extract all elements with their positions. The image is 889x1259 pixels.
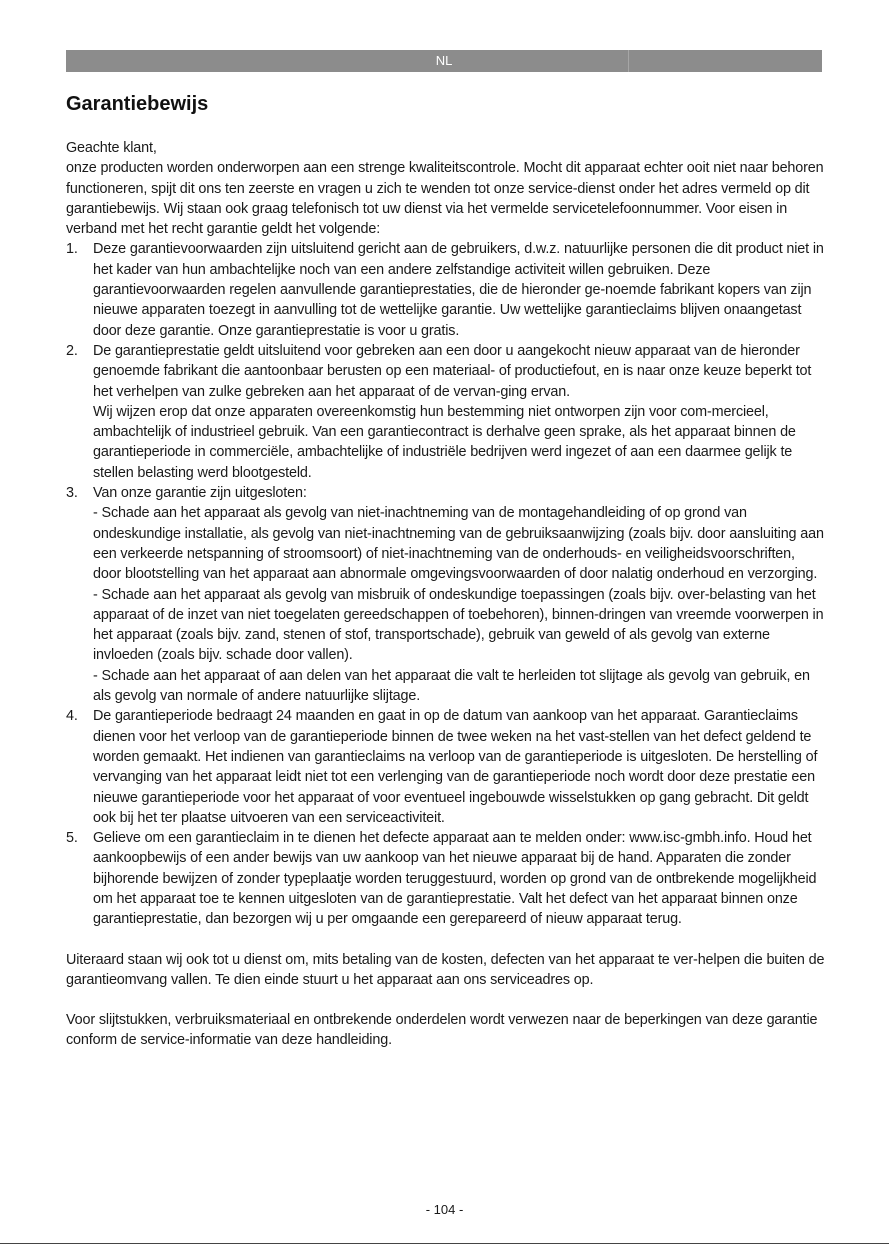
item-number: 5. — [66, 830, 78, 847]
language-header-bar — [66, 50, 822, 72]
page-title: Garantiebewijs — [66, 93, 209, 115]
warranty-conditions-list — [66, 239, 826, 929]
warranty-item-5 — [66, 828, 826, 929]
item-paragraph: Deze garantievoorwaarden zijn uitsluitend gericht aan de gebruikers, d.w.z. natuurlijke personen die dit product niet in het kader van hun ambachtelijke noch van een andere zelfstandige activiteit willen gebruiken. Deze garantievoorwaarden regelen aanvullende garantieprestaties, die de hieronder ge-noemde fabrikant kopers van zijn nieuwe apparaten toezegt in aanvulling tot de wettelijke garantie. Uw wettelijke garantieclaims blijven onaangetast door deze garantie. Onze garantieprestatie is voor u gratis. — [93, 241, 824, 339]
item-paragraph: - Schade aan het apparaat als gevolg van misbruik of ondeskundige toepassingen (zoals bijv. over-belasting van het apparaat of de inzet van niet toegelaten gereedschappen of toebehoren), binnen-dringen van vreemde voorwerpen in het apparaat (zoals bijv. zand, stenen of stof, transportschade), gebruik van geweld of als gevolg van externe invloeden (zoals bijv. schade door vallen). — [93, 586, 824, 664]
item-paragraph: - Schade aan het apparaat als gevolg van niet-inachtneming van de montagehandleiding of op grond van ondeskundige installatie, als gevolg van niet-inachtneming van de gebruiksaanwijzing (zoals bijv. door aansluiting aan een verkeerde netspanning of stroomsoort) of niet-inachtneming van de onderhouds- en veiligheidsvoorschriften, door blootstelling van het apparaat aan abnormale omgevingsvoorwaarden of door nalatig onderhoud en verzorging. — [93, 505, 824, 583]
item-number: 4. — [66, 708, 78, 725]
item-paragraph: De garantieperiode bedraagt 24 maanden en gaat in op de datum van aankoop van het apparaat. Garantieclaims dienen voor het verloop van de garantieperiode binnen de twee weken na het vast-stellen van het defect geldend te worden gemaakt. Het indienen van garantieclaims na verloop van de garantieperiode is uitgesloten. De herstelling of vervanging van het apparaat leidt niet tot een verlenging van de garantieperiode noch wordt door deze prestatie een nieuwe garantieperiode voor het apparaat of voor eventueel ingebouwde wisselstukken op gang gebracht. Dit geldt ook bij het ter plaatse uitvoeren van een serviceactiviteit. — [93, 708, 818, 826]
warranty-item-3 — [66, 483, 826, 706]
closing-paragraph-1: Uiteraard staan wij ook tot u dienst om, mits betaling van de kosten, defecten van het apparaat te ver-helpen die buiten de garantieomvang vallen. Te dien einde stuurt u het apparaat aan ons serviceadres op. — [66, 951, 825, 988]
language-label: NL — [435, 53, 453, 68]
item-number: 2. — [66, 342, 78, 359]
spacer — [66, 930, 826, 950]
item-number: 3. — [66, 485, 78, 502]
item-paragraph: De garantieprestatie geldt uitsluitend voor gebreken aan een door u aangekocht nieuw apparaat van de hieronder genoemde fabrikant die aantoonbaar berusten op een materiaal- of productiefout, en is naar onze keuze beperkt tot het verhelpen van zulke gebreken aan het apparaat of de vervan-ging ervan. — [93, 342, 812, 400]
warranty-item-4 — [66, 706, 826, 828]
greeting: Geachte klant, — [66, 140, 157, 156]
footer-rule — [0, 1243, 889, 1244]
intro-paragraph: onze producten worden onderworpen aan een strenge kwaliteitscontrole. Mocht dit apparaat echter ooit niet naar behoren functioneren, spijt dit ons ten zeerste en vragen u zich te wenden tot onze service-dienst onder het adres vermeld op dit garantiebewijs. Wij staan ook graag telefonisch tot uw dienst via het vermelde servicetelefoonnummer. Voor eisen in verband met het recht garantie geldt het volgende: — [66, 160, 824, 238]
item-paragraph: - Schade aan het apparaat of aan delen van het apparaat die valt te herleiden tot slijtage als gevolg van gebruik, en als gevolg van normale of andere natuurlijke slijtage. — [93, 667, 810, 705]
page-number: - 104 - — [425, 1202, 464, 1217]
spacer — [66, 990, 826, 1010]
closing-paragraph-2: Voor slijtstukken, verbruiksmateriaal en ontbrekende onderdelen wordt verwezen naar de beperkingen van deze garantie conform de service-informatie van deze handleiding. — [66, 1012, 818, 1049]
item-paragraph: Gelieve om een garantieclaim in te dienen het defecte apparaat aan te melden onder: www.isc-gmbh.info. Houd het aankoopbewijs of een ander bewijs van uw aankoop van het nieuwe apparaat bij de hand. Apparaten die zonder bijhorende bewijzen of zonder typeplaatje worden teruggestuurd, worden op grond van de ontbrekende mogelijkheid om het apparaat toe te kennen uitgesloten van de garantieprestatie. Valt het defect van het apparaat binnen onze garantieprestatie, dan bezorgen wij u per omgaande een gerepareerd of nieuw apparaat terug. — [93, 830, 817, 928]
item-paragraph: Van onze garantie zijn uitgesloten: — [93, 485, 307, 502]
document-body — [66, 138, 826, 1051]
warranty-item-2 — [66, 341, 826, 483]
item-paragraph: Wij wijzen erop dat onze apparaten overeenkomstig hun bestemming niet ontworpen zijn voor com-mercieel, ambachtelijk of industrieel gebruik. Van een garantiecontract is derhalve geen sprake, als het apparaat binnen de garantieperiode in commerciële, ambachtelijke of industriële bedrijven werd ingezet of aan een daarmee gelijk te stellen belasting werd blootgesteld. — [93, 403, 796, 481]
warranty-item-1 — [66, 239, 826, 340]
item-number: 1. — [66, 241, 78, 258]
